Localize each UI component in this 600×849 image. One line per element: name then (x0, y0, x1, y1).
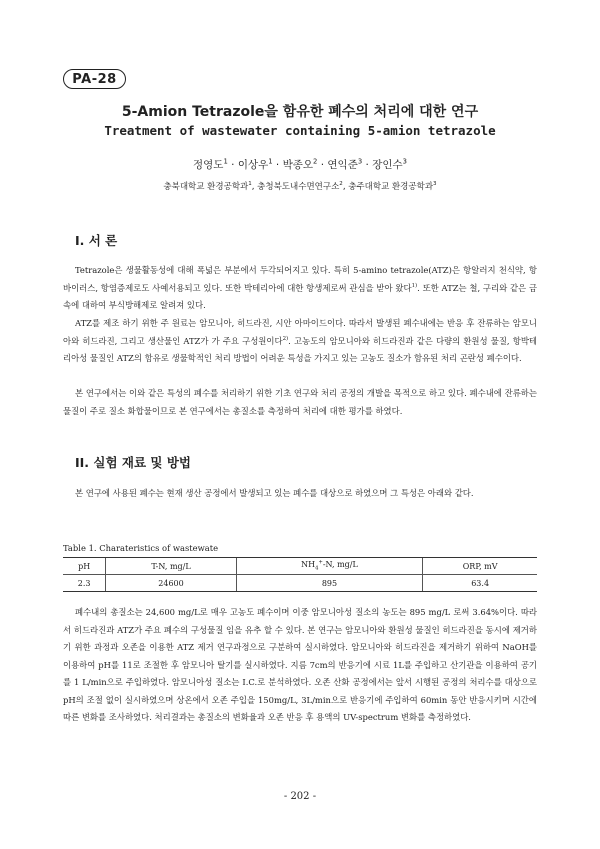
affiliation: 충청북도내수면연구소 (257, 182, 340, 192)
cell-ph: 2.3 (63, 575, 106, 592)
cell-orp: 63.4 (423, 575, 537, 592)
author-affil-mark: 2 (313, 157, 318, 166)
column-header-orp: ORP, mV (423, 558, 537, 575)
author-affil-mark: 3 (357, 157, 363, 166)
nh-unit: -N, mg/L (322, 560, 358, 570)
author-separator: · (227, 159, 238, 171)
affiliation-mark: 1 (248, 181, 252, 188)
column-header-ph: pH (63, 558, 106, 575)
author: 정영도 (193, 159, 224, 171)
intro-paragraph-2 (63, 315, 537, 368)
section-heading-methods: II. 실험 재료 및 방법 (75, 455, 191, 470)
affiliation-mark: 3 (433, 181, 437, 188)
author: 이상우 (237, 159, 269, 171)
cell-nh4n: 895 (236, 575, 423, 592)
author: 장인수 (372, 159, 403, 171)
affiliation: 충북대학교 환경공학과 (163, 182, 249, 192)
affiliation-separator: , (251, 182, 258, 192)
table-header-row (63, 558, 537, 575)
reference-mark: 2) (282, 335, 289, 342)
author-separator: · (362, 159, 373, 171)
column-header-nh4n (236, 558, 423, 575)
methods-paragraph-2: 폐수내의 총질소는 24,600 mg/L로 매우 고농도 폐수이며 이중 암모니아성 질소의 농도는 895 mg/L 로써 3.64%이다. 따라서 히드라진과 ATZ가 주요 폐수의 구성물질 임을 유추 할 수 있다. 본 연구는 암모니아와 환원성 물질인 히드라진을 동시에 제거하기 위한 과정과 오존을 이용한 ATZ 제거 연구과정으로 구분하여 실시하였다. 암모니아와 히드라진을 제거하기 위하여 NaOH를 이용하여 pH를 11로 조절한 후 암모니아 탈기를 실시하였다. 지름 7cm의 반응기에 시료 1L를 주입하고 산기관을 이용하여 공기를 1 L/min으로 주입하였다. 암모니아성 질소는 I.C.로 분석하였다. 오존 산화 공정에서는 앞서 시행된 공정의 처리수를 대상으로 pH의 조절 없이 실시하였으며 상온에서 오존 주입을 150mg/L, 3L/min으로 반응기에 주입하여 60min 동안 반응시키며 시간에 따른 변화를 조사하였다. 처리결과는 총질소의 변화율과 오존 반응 후 용액의 UV-spectrum 변화를 측정하였다. (63, 607, 537, 722)
affiliation-mark: 2 (339, 181, 343, 188)
nh-superscript: + (318, 559, 323, 566)
intro-p1-text-cont: . 또한 ATZ는 철, 구리와 같은 금속에 대하여 부식방해제로 알려져 있다. (63, 282, 538, 310)
table-caption: Table 1. Charateristics of wastewate (63, 543, 219, 553)
intro-p2-text: ATZ를 제조 하기 위한 주 원료는 암모니아, 히드라진, 시안 아마이드이다. 따라서 발생된 폐수내에는 반응 후 잔류하는 암모니아와 히드라진, 그리고 생산물인 ATZ가 가 주요 구성원이다 (63, 318, 537, 346)
affiliation-list (0, 180, 600, 192)
affiliation-separator: , (342, 182, 349, 192)
intro-paragraph-1 (63, 262, 537, 315)
cell-tn: 24600 (106, 575, 236, 592)
table-row (63, 575, 537, 592)
author-separator: · (272, 159, 283, 171)
section-heading-introduction: I. 서 론 (75, 233, 118, 248)
author-list (0, 157, 600, 172)
nh-label: NH (301, 560, 316, 570)
page-number: - 202 - (283, 791, 317, 802)
session-badge: PA-28 (63, 69, 126, 89)
wastewater-characteristics-table (63, 557, 537, 592)
column-header-tn: T-N, mg/L (106, 558, 236, 575)
author-affil-mark: 1 (268, 157, 273, 166)
intro-p1-text: Tetrazole은 생물활동성에 대해 폭넓은 부분에서 두각되어지고 있다. 특히 5-amino tetrazole(ATZ)은 항알러지 천식약, 항바이러스, 항염증제로도 사예서용되고 있다. 또한 박테리아에 대한 항생제로써 관심을 받아 왔다 (63, 265, 537, 293)
intro-paragraph-3: 본 연구에서는 이와 같은 특성의 폐수를 처리하기 위한 기초 연구와 처리 공정의 개발을 목적으로 하고 있다. 폐수내에 잔류하는 물질이 주로 질소 화합물이므로 본 연구에서는 총질소를 측정하여 처리에 대한 평가를 하였다. (63, 388, 537, 416)
paper-title-english: Treatment of wastewater containing 5-amion tetrazole (104, 123, 496, 138)
author-affil-mark: 1 (223, 157, 228, 166)
nh-subscript: 4 (315, 565, 319, 572)
author-affil-mark: 3 (402, 157, 407, 166)
affiliation: 충주대학교 환경공학과 (348, 182, 434, 192)
paper-title-korean: 5-Amion Tetrazole을 함유한 폐수의 처리에 대한 연구 (121, 104, 479, 120)
reference-mark: 1) (411, 282, 418, 289)
author: 연익준 (327, 159, 358, 171)
author-separator: · (317, 159, 328, 171)
methods-paragraph-1: 본 연구에 사용된 폐수는 현재 생산 공정에서 발생되고 있는 폐수를 대상으로 하였으며 그 특성은 아래와 같다. (75, 488, 474, 498)
author: 박종오 (282, 159, 314, 171)
intro-p2-text-cont: . 고농도의 암모니아와 히드라진과 같은 다량의 환원성 물질, 항박테리아성 물질인 ATZ의 함유로 생물학적인 처리 방법이 어려운 특성을 가지고 있는 고농도 질소가 함유된 처리 곤란성 폐수이다. (63, 335, 537, 363)
